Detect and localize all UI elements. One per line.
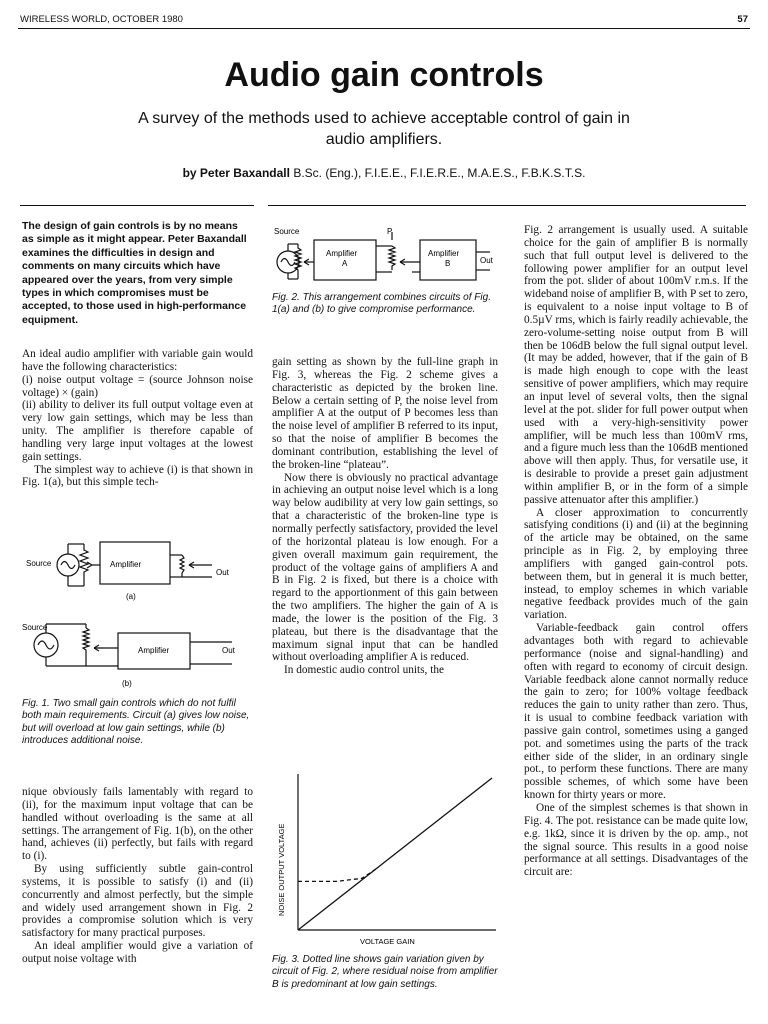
fig1-b-out-label: Out [222,646,235,655]
figure-3-chart [270,768,502,948]
paragraph: nique obviously fails lamentably with regard to (ii), for the maximum input voltage that can be handled without overloading is the same at all settings. The arrangement of Fig. 1(b), on the other hand, achieves (ii) perfectly, but fails with regard to (i). [22,786,254,863]
byline [0,166,768,180]
paragraph: By using sufficiently subtle gain-control systems, it is possible to satisfy (i) and (ii) concurrently and almost perfectly, but the simple and widely used arrangement shown in Fig. 2 provides a compromise solution which is very satisfactory for many practical purposes. [22,863,253,940]
author-credentials: B.Sc. (Eng.), F.I.E.E., F.I.E.R.E., M.A.E.S., F.B.K.S.T.S. [293,166,586,180]
fig1-a-source-label: Source [26,559,52,568]
paragraph: gain setting as shown by the full-line graph in Fig. 3, whereas the Fig. 2 scheme gives a characteristic as depicted by the broken line. Below a certain setting of P, the noise level from amplifier A at the output of P becomes less than the noise level of amplifier B referred to its input, so that the noise of amplifier B becomes the dominant contribution, establishing the level of the broken-line “plateau”. [272,356,498,471]
column-2 [272,356,498,677]
fig2-pot-label: P [387,227,393,236]
figure-1-circuit [22,530,254,692]
fig2-amp-a-label: Amplifier [326,249,358,258]
figure-1-caption: Fig. 1. Two small gain controls which do not fulfil both main requirements. Circuit (a) gives low noise, but will overload at low gain settings, while (b) introduces additional noise. [22,698,250,747]
figure-2-circuit [270,222,502,288]
x-axis-label: VOLTAGE GAIN [360,937,415,946]
fig1-a-out-label: Out [216,568,229,577]
author-name: by Peter Baxandall [182,166,290,180]
section-rule [268,205,746,206]
paragraph: Fig. 2 arrangement is usually used. A suitable choice for the gain of amplifier B is normally such that full output level is delivered to the following power amplifier for an output level from the pot. slider of about 100mV r.m.s. If the wideband noise of amplifier B, with P set to zero, is equivalent to a noise input voltage to B of 0.5µV rms, which is fairly readily achievable, the zero-volume-setting noise output from B will then be 106dB below the full signal output level. (It may be added, however, that if the gain of B is made high enough to cope with the least sensitive of power amplifiers, which may require an input level of several volts, then the signal level at the pot. slider for full power output when used with a very-high-sensitivity power amplifier, will be much less than 100mV rms, and a figure much less than the 106dB mentioned above will then apply. Thus, for versatile use, it is desirable to provide a preset gain adjustment within amplifier B, or in the form of a simple passive attenuator after this amplifier.) [524,224,749,506]
paragraph: (ii) ability to deliver its full output voltage even at very low gain settings, which may be less than unity. The amplifier is therefore capable of handling very large input voltages at the lowest gain settings. [22,399,253,463]
series-full-line [298,778,492,930]
fig1-b-source-label: Source [22,623,48,632]
fig2-amp-b-label: Amplifier [428,249,460,258]
journal-header: WIRELESS WORLD, OCTOBER 1980 [20,14,183,25]
page-number: 57 [737,14,748,25]
column-1-top [22,348,253,489]
header-rule [18,28,750,29]
paragraph: An ideal audio amplifier with variable gain would have the following characteristics: [22,348,253,373]
intro-standfirst: The design of gain controls is by no means as simple as it might appear. Peter Baxandall examines the difficulties in design and comments on many circuits which have appeared over the years, from very simple types in which compromises must be accepted, to those used in high-performance equipment. [22,220,247,326]
figure-2-caption: Fig. 2. This arrangement combines circuits of Fig. 1(a) and (b) to give compromise performance. [272,292,491,316]
paragraph: Variable-feedback gain control offers advantages both with regard to achievable performance (noise and signal-handling) and often with regard to economy of circuit design. Variable feedback alone cannot normally reduce the gain to zero; for 100% voltage feedback reduces the gain to unity rather than zero. Thus, it is usual to combine feedback variation with passive gain control, sometimes using a ganged pot. and sometimes using the parts of the track either side of the slider, in an ordinary single pot., to perform these functions. There are many possible schemes, of which some have been known for thirty years or more. [524,622,748,802]
series-broken-line [298,869,376,881]
paragraph: The simplest way to achieve (i) is that shown in Fig. 1(a), but this simple tech- [22,463,253,489]
intro-rule [20,205,254,206]
figure-3-caption: Fig. 3. Dotted line shows gain variation given by circuit of Fig. 2, where residual noise from amplifier B is predominant at low gain settings. [272,954,498,990]
paragraph: A closer approximation to concurrently satisfying conditions (i) and (ii) at the beginning of the article may be obtained, on the same principle as in Fig. 2, by employing three amplifiers with ganged gain-control pots. between them, but in general it is much better, instead, to employ schemes in which variable negative feedback provides much of the gain variation. [524,506,748,622]
paragraph: One of the simplest schemes is that shown in Fig. 4. The pot. resistance can be made quite low, e.g. 1kΩ, since it is driven by the op. amp., not the signal source. This results in a good noise performance at all settings. Disadvantages of the circuit are: [524,801,748,879]
fig2-amp-b-letter: B [445,259,451,268]
fig2-source-label: Source [274,227,300,236]
y-axis-label: NOISE OUTPUT VOLTAGE [277,823,286,916]
fig1-a-label: (a) [126,592,136,601]
paragraph: An ideal amplifier would give a variation of output noise voltage with [22,940,253,965]
paragraph: (i) noise output voltage = (source Johnson noise voltage) × (gain) [22,373,253,399]
fig1-b-amplifier-label: Amplifier [138,646,170,655]
fig2-out-label: Out [480,256,493,265]
paragraph: In domestic audio control units, the [284,664,445,677]
fig2-amp-a-letter: A [342,259,348,268]
column-3 [524,224,748,879]
column-1-bottom [22,786,253,966]
article-title: Audio gain controls [224,56,544,94]
article-subtitle: A survey of the methods used to achieve acceptable control of gain in audio amplifiers. [138,110,630,148]
paragraph: Now there is obviously no practical advantage in achieving an output noise level which is a long way below audibility at very low gain settings, so that a characteristic of the broken-line type is normally perfectly satisfactory, provided the level of the horizontal plateau is low enough. For a given overall maximum gain requirement, the product of the voltage gains of amplifiers A and B in Fig. 2 is fixed, but there is a choice with regard to the apportionment of this gain between the two amplifiers. The higher the gain of A is made, the lower is the position of the Fig. 3 plateau, but there is the disadvantage that the maximum signal input that can be handled without overloading amplifier A is reduced. [272,471,498,664]
fig1-a-amplifier-label: Amplifier [110,560,142,569]
fig1-b-label: (b) [122,679,132,688]
